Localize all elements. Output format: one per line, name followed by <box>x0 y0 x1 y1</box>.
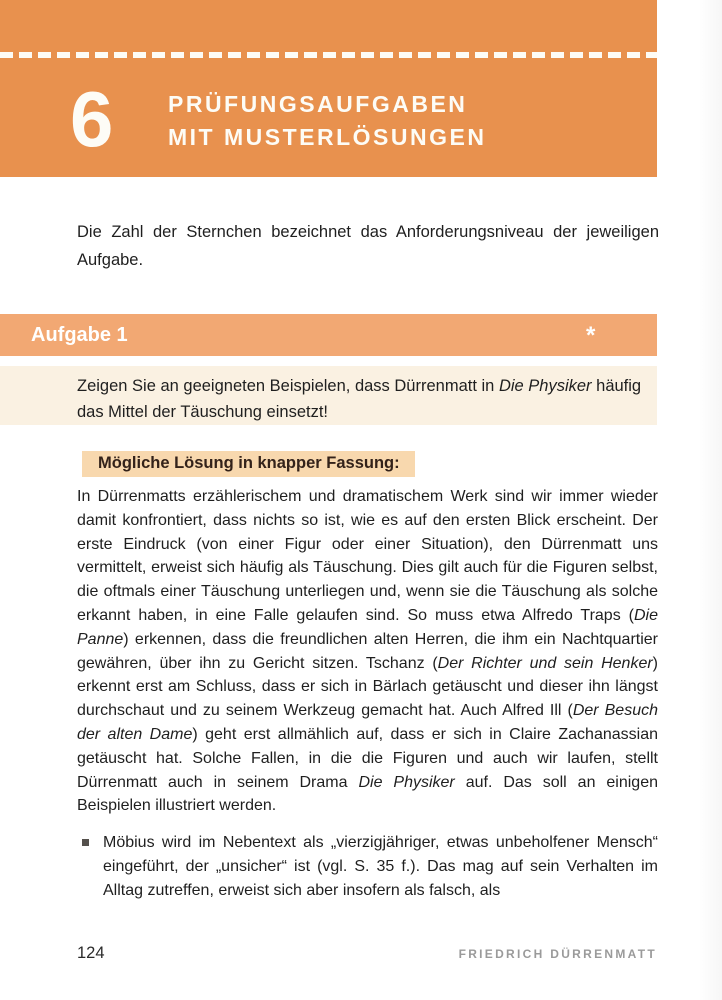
page-footer <box>77 944 657 963</box>
page-number: 124 <box>77 944 105 962</box>
task-statement-text: Zeigen Sie an geeigneten Beispielen, dass Dürrenmatt in Die Physiker häufig das Mittel der Täuschung einsetzt! <box>77 377 642 421</box>
chapter-title <box>168 88 486 154</box>
chapter-number: 6 <box>70 75 114 163</box>
solution-paragraph: In Dürrenmatts erzählerischem und dramatischem Werk sind wir immer wieder damit konfrontiert, dass nichts so ist, wie es auf den ersten Blick erscheint. Der erste Eindruck (von einer Figur oder einer Situation), den Dürrenmatt uns vermittelt, erweist sich häufig als Täuschung. Dies gilt auch für die Figuren selbst, die oftmals einer Täuschung unterliegen und, wenn sie die Täuschung als solche erkannt haben, in eine Falle gelaufen sind. So muss etwa Alfredo Traps (Die Panne) erkennen, dass die freundlichen alten Herren, die ihm ein Nachtquartier gewähren, über ihn zu Gericht sitzen. Tschanz (Der Richter und sein Henker) erkennt erst am Schluss, dass er sich in Bärlach getäuscht und dieser ihn längst durchschaut und zu seinem Werkzeug gemacht hat. Auch Alfred Ill (Der Besuch der alten Dame) geht erst allmählich auf, dass er sich in Claire Zachanassian getäuscht hat. Solche Fallen, in die die Figuren und auch wir laufen, stellt Dürrenmatt auch in seinem Drama Die Physiker auf. Das soll an einigen Beispielen illustriert werden. <box>77 488 659 815</box>
difficulty-star-icon: * <box>586 322 596 349</box>
square-bullet-icon <box>82 839 89 846</box>
page-edge-shade <box>698 0 722 1000</box>
dashed-divider <box>0 52 657 58</box>
chapter-title-line2: MIT MUSTERLÖSUNGEN <box>168 124 487 150</box>
running-head-author: FRIEDRICH DÜRRENMATT <box>458 947 657 961</box>
bullet-list <box>77 831 658 902</box>
chapter-title-line1: PRÜFUNGSAUFGABEN <box>168 91 468 117</box>
intro-paragraph: Die Zahl der Sternchen bezeichnet das Anforderungsniveau der jeweiligen Aufgabe. <box>77 223 659 269</box>
list-item <box>77 831 658 902</box>
task-bar <box>0 314 657 356</box>
task-statement-box <box>0 366 657 425</box>
chapter-header-banner <box>0 0 657 177</box>
bullet-text: Möbius wird im Nebentext als „vierzigjähriger, etwas unbeholfener Mensch“ eingeführt, der „unsicher“ ist (vgl. S. 35 f.). Das mag auf sein Verhalten im Alltag zutreffen, erweist sich aber insofern als falsch, als <box>103 834 658 899</box>
task-bar-label: Aufgabe 1 <box>31 323 128 346</box>
solution-heading: Mögliche Lösung in knapper Fassung: <box>82 451 415 477</box>
